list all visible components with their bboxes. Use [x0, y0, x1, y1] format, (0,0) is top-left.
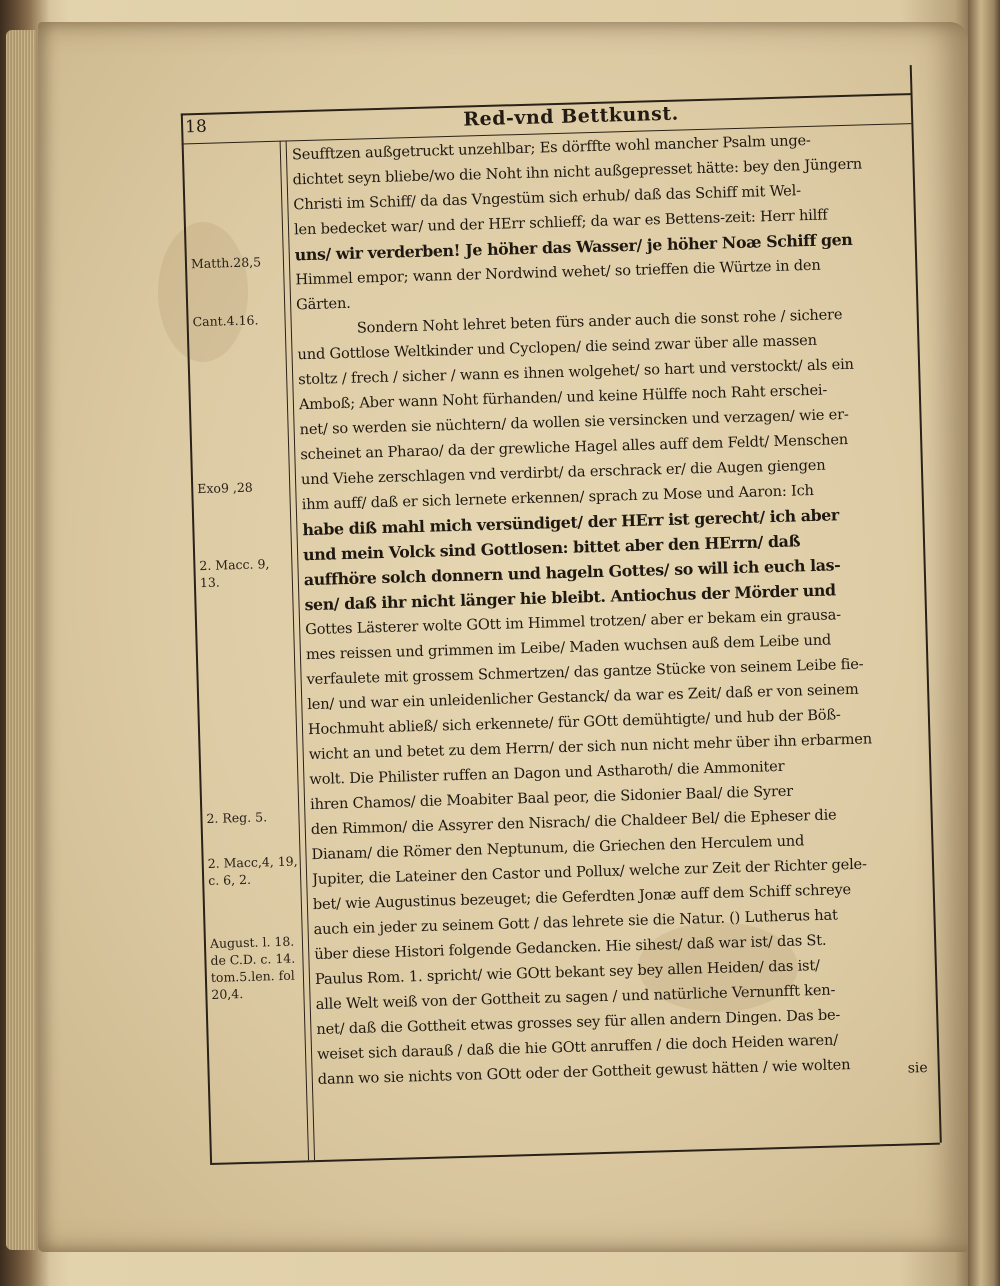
body-text	[291, 125, 908, 1089]
text-line: dichtet seyn bliebe/wo die Noht ihn nicht außgepresset hätte: bey den Jüngern	[292, 155, 863, 189]
text-line: dann wo sie nichts von GOtt oder der Gottheit gewust hätten / wie wolten	[317, 1056, 851, 1089]
text-line: Seufftzen außgetruckt unzehlbar; Es dörffte wohl mancher Psalm unge-	[291, 131, 811, 164]
text-line: Gärten.	[295, 294, 351, 314]
margin-note: 2. Reg. 5.	[206, 809, 268, 827]
text-line: Hochmuht abließ/ sich erkennete/ für GOtt demühtigte/ und hub der Böß-	[307, 706, 841, 739]
text-line: und mein Volck sind Gottlosen: bittet aber den HErrn/ daß	[302, 531, 801, 565]
page-edges	[6, 30, 36, 1250]
text-line: Christi im Schiff/ da das Vngestüm sich erhub/ daß das Schiff mit Wel-	[293, 182, 802, 214]
text-line: mes reissen und grimmen im Leibe/ Maden wuchsen auß dem Leibe und	[305, 631, 832, 664]
text-line: net/ daß die Gottheit etwas grosses sey für allen andern Dingen. Das be-	[316, 1006, 841, 1039]
page-number: 18	[184, 116, 208, 138]
text-line: Paulus Rom. 1. spricht/ wie GOtt bekant sey bey allen Heiden/ das ist/	[314, 956, 820, 989]
text-line: Amboß; Aber wann Noht fürhanden/ und keine Hülffe noch Raht erschei-	[298, 381, 828, 414]
text-line: len/ und war ein unleidenlicher Gestanck/ da war es Zeit/ daß er von seinem	[307, 680, 859, 714]
margin-note: 2. Macc,4, 19, c. 6, 2.	[207, 853, 298, 888]
text-line: stoltz / frech / sicher / wann es ihnen wolgehet/ so hart und verstockt/ als ein	[298, 355, 854, 389]
text-line: und Viehe zerschlagen vnd verdirbt/ da erschrack er/ die Augen giengen	[300, 456, 826, 489]
text-line: uns/ wir verderben! Je höher das Wasser/ je höher Noæ Schiff gen	[294, 229, 853, 265]
facing-page-edge	[968, 0, 1000, 1286]
running-head: Red-vnd Bettkunst.	[463, 102, 679, 131]
text-line: net/ so werden sie nüchtern/ da wollen sie versincken und verzagen/ wie er-	[299, 405, 849, 439]
text-line: wicht an und betet zu dem Herrn/ der sich nun nicht mehr über ihn erbarmen	[308, 730, 873, 764]
text-line: scheinet an Pharao/ da der grewliche Hagel alles auff dem Feldt/ Menschen	[300, 430, 849, 464]
text-line: ihm auff/ daß er sich lernete erkennen/ sprach zu Mose und Aaron: Ich	[301, 481, 814, 514]
margin-note: Cant.4.16.	[192, 312, 259, 330]
text-line: verfaulete mit grossem Schmertzen/ das gantze Stücke von seinem Leibe fie-	[306, 655, 864, 689]
text-line: weiset sich darauß / daß die hie GOtt anruffen / die doch Heiden waren/	[316, 1031, 839, 1064]
text-line: sen/ daß ihr nicht länger hie bleibt. Antiochus der Mörder und	[304, 580, 836, 615]
margin-note: Exo9 ,28	[197, 479, 253, 497]
margin-note: August. l. 18. de C.D. c. 14. tom.5.len. fol 20,4.	[209, 933, 296, 1002]
text-line: Dianam/ die Römer den Neptunum, die Griechen den Herculem und	[311, 832, 805, 864]
text-line: alle Welt weiß von der Gottheit zu sagen / und natürliche Vernunfft ken-	[315, 981, 836, 1014]
text-line: Jupiter, die Lateiner den Castor und Pollux/ welche zur Zeit der Richter gele-	[311, 855, 867, 889]
text-line: und Gottlose Weltkinder und Cyclopen/ die seind zwar über alle massen	[297, 331, 818, 364]
text-line: den Rimmon/ die Assyrer den Nisrach/ die Chaldeer Bel/ die Epheser die	[310, 806, 837, 839]
text-line: ihren Chamos/ die Moabiter Baal peor, die Sidonier Baal/ die Syrer	[309, 782, 794, 814]
text-line: über diese Histori folgende Gedancken. Hie sihest/ daß war ist/ das St.	[314, 931, 827, 964]
margin-note: 2. Macc. 9, 13.	[199, 556, 270, 591]
text-line: len bedecket war/ und der HErr schlieff; da war es Bettens-zeit: Herr hilff	[293, 206, 828, 239]
text-line: auffhöre solch donnern und hageln Gottes/ so will ich euch las-	[303, 555, 841, 590]
text-line: habe diß mahl mich versündiget/ der HErr ist gerecht/ ich aber	[302, 505, 840, 540]
text-line: bet/ wie Augustinus bezeuget; die Geferdten Jonæ auff dem Schiff schreye	[312, 881, 852, 914]
text-line: wolt. Die Philister ruffen an Dagon und Astharoth/ die Ammoniter	[309, 757, 785, 789]
text-line: Sondern Noht lehret beten fürs ander auch die sonst rohe / sichere	[356, 306, 843, 337]
text-line: Himmel empor; wann der Nordwind wehet/ so trieffen die Würtze in den	[295, 256, 821, 289]
margin-note: Matth.28,5	[190, 254, 262, 272]
text-line: Gottes Lästerer wolte GOtt im Himmel trotzen/ aber er bekam ein grausa-	[305, 606, 842, 639]
text-frame	[180, 65, 945, 1170]
text-line: auch ein jeder zu seinem Gott / das lehrete sie die Natur. () Lutherus hat	[313, 906, 838, 939]
catchword: sie	[907, 1059, 928, 1077]
